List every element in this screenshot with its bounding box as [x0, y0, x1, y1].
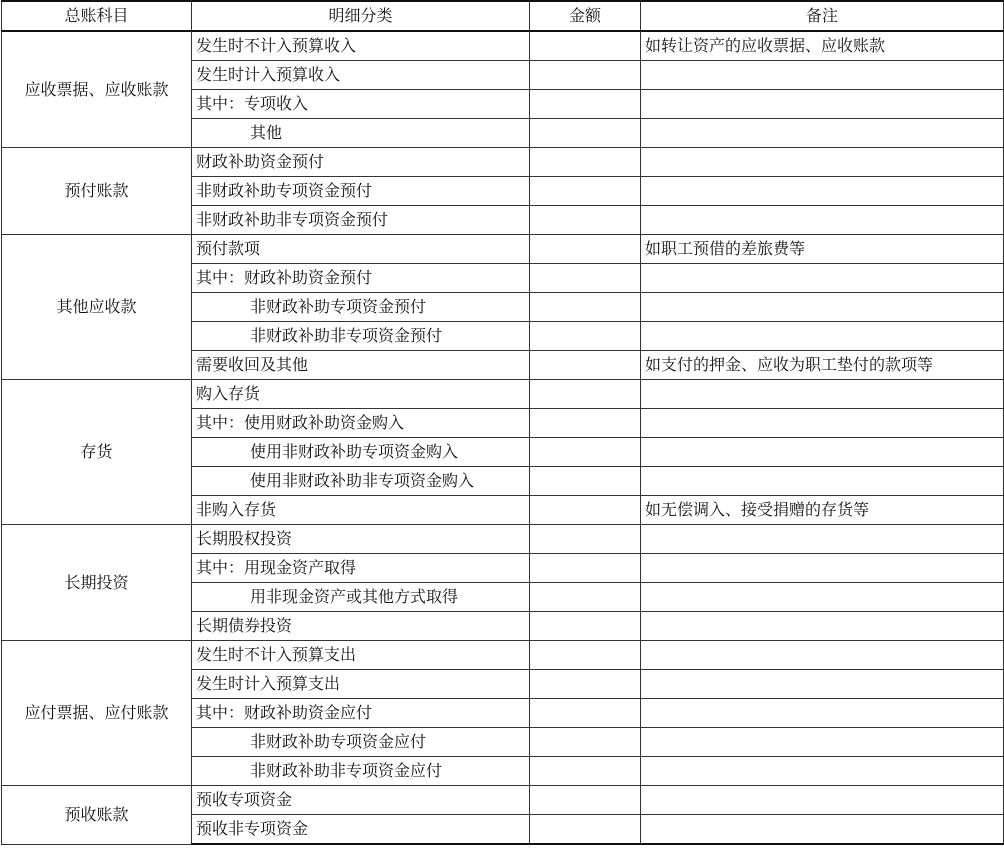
- header-detail: 明细分类: [192, 1, 530, 31]
- note-cell: 如支付的押金、应收为职工垫付的款项等: [641, 351, 1004, 380]
- note-cell: [641, 61, 1004, 90]
- amount-cell: [530, 235, 641, 264]
- ledger-table: [1, 0, 1004, 845]
- detail-cell: 长期股权投资: [192, 525, 530, 554]
- note-cell: [641, 206, 1004, 235]
- amount-cell: [530, 786, 641, 815]
- table-row: [2, 148, 1004, 177]
- detail-cell: 预收非专项资金: [192, 815, 530, 845]
- note-cell: [641, 177, 1004, 206]
- account-cell: 预收账款: [2, 786, 192, 845]
- amount-cell: [530, 612, 641, 641]
- amount-cell: [530, 31, 641, 61]
- detail-cell: 需要收回及其他: [192, 351, 530, 380]
- note-cell: [641, 554, 1004, 583]
- detail-cell: 其他: [192, 119, 530, 148]
- detail-cell: 预付款项: [192, 235, 530, 264]
- note-cell: [641, 525, 1004, 554]
- note-cell: [641, 670, 1004, 699]
- detail-cell: 发生时不计入预算支出: [192, 641, 530, 670]
- amount-cell: [530, 525, 641, 554]
- amount-cell: [530, 119, 641, 148]
- amount-cell: [530, 815, 641, 845]
- note-cell: [641, 438, 1004, 467]
- account-cell: 应付票据、应付账款: [2, 641, 192, 786]
- table-row: [2, 380, 1004, 409]
- note-cell: [641, 467, 1004, 496]
- detail-cell: 发生时不计入预算收入: [192, 31, 530, 61]
- note-cell: [641, 380, 1004, 409]
- detail-cell: 其中：财政补助资金应付: [192, 699, 530, 728]
- detail-cell: 非财政补助非专项资金应付: [192, 757, 530, 786]
- account-cell: 预付账款: [2, 148, 192, 235]
- note-cell: [641, 293, 1004, 322]
- note-cell: [641, 409, 1004, 438]
- amount-cell: [530, 496, 641, 525]
- note-cell: [641, 757, 1004, 786]
- amount-cell: [530, 699, 641, 728]
- amount-cell: [530, 90, 641, 119]
- detail-cell: 其中：专项收入: [192, 90, 530, 119]
- table-header: [2, 1, 1004, 31]
- account-cell: 长期投资: [2, 525, 192, 641]
- header-note: 备注: [641, 1, 1004, 31]
- detail-cell: 用非现金资产或其他方式取得: [192, 583, 530, 612]
- amount-cell: [530, 757, 641, 786]
- note-cell: [641, 322, 1004, 351]
- amount-cell: [530, 438, 641, 467]
- detail-cell: 预收专项资金: [192, 786, 530, 815]
- amount-cell: [530, 61, 641, 90]
- table-body: [2, 31, 1004, 844]
- table-row: [2, 31, 1004, 61]
- note-cell: [641, 641, 1004, 670]
- detail-cell: 非购入存货: [192, 496, 530, 525]
- detail-cell: 非财政补助专项资金预付: [192, 177, 530, 206]
- detail-cell: 使用非财政补助专项资金购入: [192, 438, 530, 467]
- note-cell: [641, 612, 1004, 641]
- note-cell: [641, 583, 1004, 612]
- amount-cell: [530, 148, 641, 177]
- note-cell: [641, 815, 1004, 845]
- amount-cell: [530, 380, 641, 409]
- table-row: [2, 525, 1004, 554]
- amount-cell: [530, 554, 641, 583]
- note-cell: [641, 728, 1004, 757]
- detail-cell: 其中：财政补助资金预付: [192, 264, 530, 293]
- note-cell: 如转让资产的应收票据、应收账款: [641, 31, 1004, 61]
- note-cell: 如无偿调入、接受捐赠的存货等: [641, 496, 1004, 525]
- note-cell: [641, 148, 1004, 177]
- account-cell: 存货: [2, 380, 192, 525]
- amount-cell: [530, 264, 641, 293]
- amount-cell: [530, 409, 641, 438]
- detail-cell: 非财政补助非专项资金预付: [192, 206, 530, 235]
- note-cell: [641, 699, 1004, 728]
- detail-cell: 财政补助资金预付: [192, 148, 530, 177]
- detail-cell: 其中：用现金资产取得: [192, 554, 530, 583]
- detail-cell: 发生时计入预算支出: [192, 670, 530, 699]
- amount-cell: [530, 206, 641, 235]
- amount-cell: [530, 728, 641, 757]
- note-cell: [641, 90, 1004, 119]
- amount-cell: [530, 670, 641, 699]
- detail-cell: 购入存货: [192, 380, 530, 409]
- header-amount: 金额: [530, 1, 641, 31]
- account-cell: 应收票据、应收账款: [2, 31, 192, 148]
- note-cell: 如职工预借的差旅费等: [641, 235, 1004, 264]
- amount-cell: [530, 293, 641, 322]
- detail-cell: 发生时计入预算收入: [192, 61, 530, 90]
- detail-cell: 使用非财政补助非专项资金购入: [192, 467, 530, 496]
- note-cell: [641, 264, 1004, 293]
- note-cell: [641, 119, 1004, 148]
- table-row: [2, 786, 1004, 815]
- detail-cell: 其中：使用财政补助资金购入: [192, 409, 530, 438]
- amount-cell: [530, 351, 641, 380]
- table-row: [2, 235, 1004, 264]
- header-row: [2, 1, 1004, 31]
- account-cell: 其他应收款: [2, 235, 192, 380]
- note-cell: [641, 786, 1004, 815]
- amount-cell: [530, 177, 641, 206]
- amount-cell: [530, 467, 641, 496]
- detail-cell: 非财政补助专项资金预付: [192, 293, 530, 322]
- table-row: [2, 641, 1004, 670]
- detail-cell: 长期债券投资: [192, 612, 530, 641]
- detail-cell: 非财政补助非专项资金预付: [192, 322, 530, 351]
- amount-cell: [530, 322, 641, 351]
- detail-cell: 非财政补助专项资金应付: [192, 728, 530, 757]
- amount-cell: [530, 583, 641, 612]
- amount-cell: [530, 641, 641, 670]
- header-account: 总账科目: [2, 1, 192, 31]
